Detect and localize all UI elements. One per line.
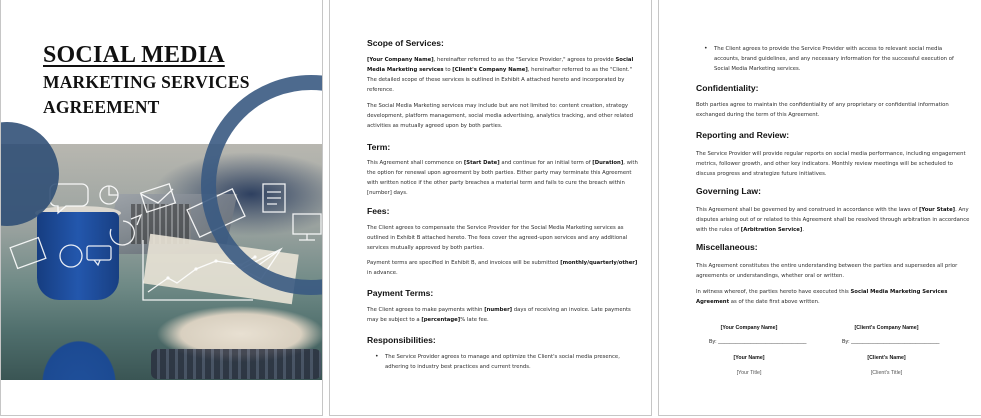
body-text: . Any disputes arising out of or related to this Agreement shall be resolved through arbitration in accordance with the rules of xyxy=(696,207,970,234)
sig-left-title: [Your Title] xyxy=(736,370,762,376)
bold-placeholder-text: [Your Company Name] xyxy=(367,57,434,63)
cover-page xyxy=(0,0,323,416)
sig-left-name: [Your Name] xyxy=(733,355,765,361)
document-page-3 xyxy=(658,0,981,416)
cover-title-line3: AGREEMENT xyxy=(43,97,160,117)
heading-term: Term: xyxy=(367,142,391,152)
pie-chart-icon-2 xyxy=(60,245,82,267)
bold-placeholder-text: [Client's Company Name] xyxy=(452,67,528,74)
bold-placeholder-text: [Your State] xyxy=(918,207,956,213)
body-text: , hereinafter referred to as the "Service Provider," agrees to provide xyxy=(433,57,616,63)
body-text: This Agreement shall be governed by and construed in accordance with the laws of xyxy=(696,207,919,213)
folder-icon xyxy=(10,238,46,269)
envelope-icon xyxy=(141,184,176,212)
bold-placeholder-text: [percentage] xyxy=(421,317,461,324)
bold-placeholder-text: [number] xyxy=(484,307,513,313)
body-text: % late fee. xyxy=(460,317,489,324)
body-text: This Agreement shall commence on xyxy=(367,160,464,166)
heading-scope: Scope of Services: xyxy=(367,38,444,48)
body-text: Payment terms are specified in Exhibit B, and invoices will be submitted xyxy=(367,260,561,266)
sig-right-company: [Client's Company Name] xyxy=(854,325,919,331)
sig-left-by-line[interactable]: By: ______________________________ xyxy=(709,339,807,345)
fees-paragraph-1: The Client agrees to compensate the Service Provider for the Social Media Marketing services as outlined in Exhibit B attached hereto. The fees cover the agreed-upon services and any additional services mutually approved by both parties. xyxy=(367,225,628,252)
misc-paragraph-1: This Agreement constitutes the entire understanding between the parties and supersedes all prior agreements or understandings, whether oral or written. xyxy=(696,263,958,280)
misc-paragraph-2 xyxy=(696,287,971,307)
cover-title xyxy=(43,42,250,118)
bold-placeholder-text: Social Media Marketing Services Agreement xyxy=(696,289,948,306)
body-text: , with the option for renewal upon agreement by both parties. Either party may terminate this Agreement with written notice if the other party breaches a material term and fails to cure the breach within [number] days. xyxy=(367,160,638,197)
heading-miscellaneous: Miscellaneous: xyxy=(696,242,758,252)
bold-placeholder-text: [monthly/quarterly/other] xyxy=(560,260,638,266)
heading-fees: Fees: xyxy=(367,206,390,216)
responsibility-bullet-1: • The Service Provider agrees to manage and optimize the Client's social media presence, adhering to industry best practices and current trends. xyxy=(385,352,640,372)
body-text: in advance. xyxy=(367,270,398,277)
body-text: and continue for an initial term of xyxy=(499,160,593,166)
sig-right-by-line[interactable]: By: ______________________________ xyxy=(842,339,940,345)
sig-right-title: [Client's Title] xyxy=(870,370,903,376)
bold-placeholder-text: Social Media Marketing services xyxy=(367,57,634,74)
responsibility-bullet-2: • The Client agrees to provide the Service Provider with access to relevant social media accounts, brand guidelines, and any necessary information for the successful execution of Social Media Marketing services. xyxy=(714,44,969,74)
cover-title-line1: SOCIAL MEDIA xyxy=(43,42,225,68)
bold-placeholder-text: [Start Date] xyxy=(463,160,500,166)
confidentiality-paragraph: Both parties agree to maintain the confidentiality of any proprietary or confidential information exchanged during the term of this Agreement. xyxy=(696,102,949,119)
heading-confidentiality: Confidentiality: xyxy=(696,83,759,93)
payment-paragraph xyxy=(367,305,642,325)
send-icon xyxy=(131,215,141,225)
governing-law-paragraph xyxy=(696,205,971,235)
heading-payment-terms: Payment Terms: xyxy=(367,288,434,298)
body-text: The Client agrees to make payments within xyxy=(367,307,485,313)
heading-governing-law: Governing Law: xyxy=(696,186,761,196)
body-text: as of the date first above written. xyxy=(729,299,820,306)
bold-placeholder-text: [Duration] xyxy=(592,160,624,166)
sig-right-name: [Client's Name] xyxy=(867,355,906,361)
cover-title-line2: MARKETING SERVICES xyxy=(43,72,250,92)
body-text: In witness whereof, the parties hereto have executed this xyxy=(696,289,851,295)
reporting-paragraph: The Service Provider will provide regular reports on social media performance, including engagement metrics, follower growth, and other key indicators. Monthly review meetings will be scheduled to discuss progress and strategize future initiatives. xyxy=(696,151,966,178)
heading-reporting: Reporting and Review: xyxy=(696,130,790,140)
fees-paragraph-2 xyxy=(367,258,642,278)
scope-paragraph-2: The Social Media Marketing services may include but are not limited to: content creation, strategy development, platform management, social media advertising, analytics tracking, and other related activities as mutually agreed upon by both parties. xyxy=(367,103,633,130)
refresh-icon xyxy=(110,221,134,245)
bold-placeholder-text: [Arbitration Service] xyxy=(740,227,803,234)
term-paragraph xyxy=(367,158,642,198)
heading-responsibilities: Responsibilities: xyxy=(367,335,436,345)
body-text: , hereinafter referred to as the "Client." The detailed scope of these services is outlined in Exhibit A attached hereto and incorporated by reference. xyxy=(367,67,632,94)
body-text: days of receiving an invoice. Late payments may be subject to a xyxy=(367,307,631,324)
mug-chat-icon xyxy=(87,246,111,260)
body-text: to xyxy=(443,67,453,74)
body-text: . xyxy=(802,227,804,234)
sig-left-company: [Your Company Name] xyxy=(720,325,778,331)
scope-paragraph-1 xyxy=(367,55,642,95)
document-page-2 xyxy=(329,0,652,416)
